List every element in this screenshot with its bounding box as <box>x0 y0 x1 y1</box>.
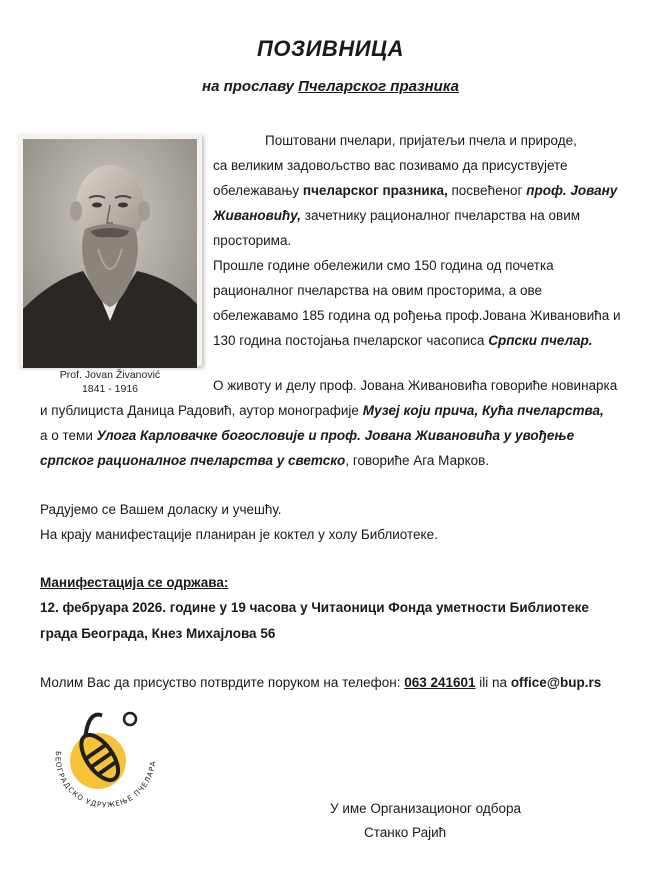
talk-paragraph <box>40 373 655 473</box>
portrait-frame <box>18 134 202 395</box>
event-date-place: 12. фебруара 2026. године у 19 часова у Читаоници Фонда уметности Библиотеке <box>40 600 589 615</box>
rsvp-text: Молим Вас да присуство потврдите поруком на телефон: <box>40 675 405 690</box>
intro-line <box>213 178 653 203</box>
greeting-line: Поштовани пчелари, пријатељи пчела и природе, <box>265 133 577 148</box>
event-heading: Манифестација се одржава: <box>40 575 229 590</box>
rsvp-phone[interactable]: 063 241601 <box>404 675 476 690</box>
closing-paragraph <box>40 497 655 547</box>
event-details <box>40 570 655 647</box>
logo-dot-icon <box>124 713 136 725</box>
intro-line: просторима. <box>213 233 292 248</box>
intro-text: посвећеног <box>447 183 527 198</box>
intro-line <box>213 203 653 228</box>
monograph-title: Музеј који прича, Кућа пчеларства, <box>362 403 604 418</box>
rsvp-email[interactable]: office@bup.rs <box>510 675 602 690</box>
subtitle-holiday-name: Пчеларског празника <box>298 78 459 95</box>
signature-block <box>330 797 630 845</box>
talk-text: а о теми <box>40 428 97 443</box>
subtitle-prefix: на прославу <box>202 78 299 95</box>
closing-line: Радујемо се Вашем доласку и учешћу. <box>40 502 282 517</box>
invitation-subtitle <box>0 78 661 95</box>
event-address: града Београда, Кнез Михајлова 56 <box>40 626 276 641</box>
intro-text: обележавању <box>213 183 303 198</box>
invitation-title: ПОЗИВНИЦА <box>257 36 404 61</box>
intro-paragraph <box>213 128 653 353</box>
talk-text: и публициста Даница Радовић, аутор монографије <box>40 403 363 418</box>
signature-name: Станко Рајић <box>364 825 447 840</box>
talk-line <box>40 448 655 473</box>
intro-line: са великим задовољство вас позивамо да присуствујете <box>213 158 568 173</box>
intro-line: Прошле године обележили смо 150 година од почетка <box>213 258 554 273</box>
closing-line: На крају манифестације планиран је коктел у холу Библиотеке. <box>40 527 438 542</box>
rsvp-text: ili na <box>475 675 511 690</box>
rsvp-line <box>40 670 655 695</box>
intro-line <box>213 328 653 353</box>
portrait-name: Prof. Jovan Živanović <box>59 369 161 381</box>
association-logo <box>44 703 164 815</box>
signature-committee: У име Организационог одбора <box>330 801 522 816</box>
talk-line <box>40 398 655 423</box>
intro-line: рационалног пчеларства на овим просторима, а ове <box>213 283 543 298</box>
holiday-name-bold: пчеларског празника, <box>302 183 448 198</box>
talk-text: , говориће Ага Марков. <box>345 453 490 468</box>
portrait-years: 1841 - 1916 <box>81 383 139 395</box>
intro-text: зачетнику рационалног пчеларства на овим <box>301 208 581 223</box>
lecture-topic-cont: српског рационалног пчеларства у светско <box>40 453 346 468</box>
professor-surname: Живановићу, <box>213 208 302 223</box>
logo-ring-text: БЕОГРАДСКО УДРУЖЕЊЕ ПЧЕЛАРА <box>53 750 158 810</box>
professor-name: проф. Јовану <box>526 183 618 198</box>
talk-line <box>40 423 655 448</box>
portrait-photo <box>23 139 197 368</box>
magazine-name: Српски пчелар. <box>488 333 593 348</box>
intro-text: 130 година постојања пчеларског часописа <box>213 333 489 348</box>
intro-line: обележавамо 185 година од рођења проф.Јована Живановића и <box>213 308 621 323</box>
talk-line: О животу и делу проф. Јована Живановића говориће новинарка <box>213 378 618 393</box>
lecture-topic: Улога Карловачке богословије и проф. Јована Живановића у увођење <box>96 428 575 443</box>
